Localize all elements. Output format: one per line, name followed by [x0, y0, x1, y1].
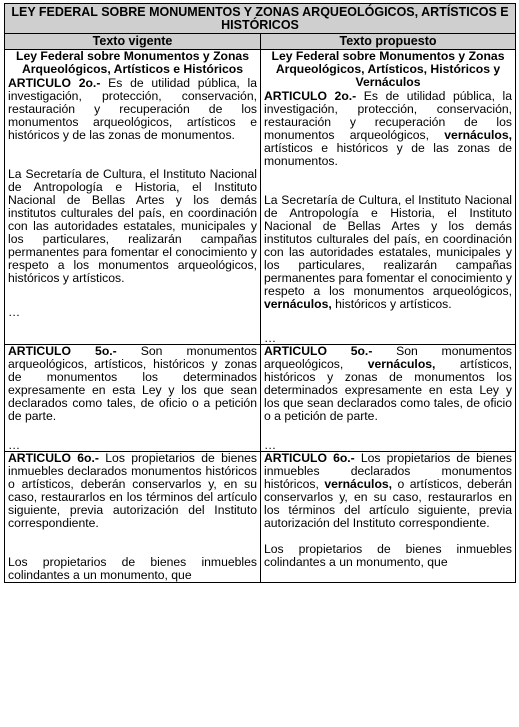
current-article-2-paragraph: [8, 77, 257, 142]
article-text: Es de utilidad pública, la investigación, protección, conservación, restauración y recuperación de los monumentos arqueológicos, artísticos e históricos y de las zonas de monumentos.: [8, 76, 257, 142]
article-label: ARTICULO 2o.-: [8, 76, 101, 90]
inserted-word: vernáculos,: [444, 128, 513, 142]
article-label: ARTICULO 6o.-: [8, 451, 99, 465]
comparison-table: [4, 3, 516, 583]
current-article-2-cell: [5, 50, 261, 345]
inserted-word: vernáculos,: [367, 357, 436, 371]
inserted-word: vernáculos,: [264, 297, 332, 311]
proposed-article-6-paragraph-2: Los propietarios de bienes inmuebles colindantes a un monumento, que: [264, 542, 513, 569]
article-label: ARTICULO 5o.-: [264, 344, 373, 358]
proposed-article-5-cell: [261, 345, 516, 452]
current-article-2-paragraph-2: La Secretaría de Cultura, el Instituto Nacional de Antropología e Historia, el Instituto Nacional de Bellas Artes y los demás institutos culturales del país, en coordinación con las autoridades estatales, municipales y los particulares, realizarán campañas permanentes para fomentar el conocimiento y respeto a los monumentos arqueológicos, históricos y artísticos.: [8, 167, 257, 285]
current-article-6-paragraph: [8, 452, 257, 530]
current-article-6-cell: [5, 452, 261, 583]
article-text: históricos y artísticos.: [331, 297, 452, 311]
proposed-article-2-paragraph-2: [264, 194, 512, 311]
article-label: ARTICULO 6o.-: [264, 451, 355, 465]
article-text: artísticos, históricos y zonas de monumentos los determinados expresamente en esta Ley y los que sean declarados como tales, de oficio o a petición de parte.: [264, 357, 513, 423]
proposed-article-2-paragraph: [264, 90, 512, 168]
current-article-6-paragraph-2: Los propietarios de bienes inmuebles colindantes a un monumento, que: [8, 555, 257, 582]
table-title: LEY FEDERAL SOBRE MONUMENTOS Y ZONAS ARQUEOLÓGICOS, ARTÍSTICOS E HISTÓRICOS: [5, 4, 516, 34]
spacer: [8, 142, 257, 168]
ellipsis: …: [8, 438, 21, 452]
article-text: o artísticos, deberán conservarlos y, en su caso, restaurarlos en los términos del artículo siguiente, previa autorización del Instituto correspondiente.: [264, 477, 513, 530]
article-text: Los propietarios de bienes inmuebles declarados monumentos históricos,: [264, 451, 513, 491]
proposed-article-5-paragraph: [264, 345, 512, 423]
ellipsis: …: [264, 438, 277, 452]
proposed-article-6-paragraph: [264, 452, 512, 530]
column-header-proposed-text: Texto propuesto: [261, 34, 516, 50]
current-law-title: Ley Federal sobre Monumentos y Zonas Arqueológicos, Artísticos e Históricos: [16, 49, 249, 76]
article-label: ARTICULO 2o.-: [264, 89, 357, 103]
column-header-current-text: Texto vigente: [5, 34, 261, 50]
article-text: Son monumentos arqueológicos, artísticos, históricos y zonas de monumentos los determinados expresamente en esta Ley y los que sean declarados como tales, de oficio o a petición de parte.: [8, 344, 257, 423]
proposed-law-title: Ley Federal sobre Monumentos y Zonas Arqueológicos, Artísticos, Históricos y Vernáculos: [271, 49, 505, 89]
article-text: La Secretaría de Cultura, el Instituto Nacional de Antropología e Historia, el Instituto Nacional de Bellas Artes y los demás institutos culturales del país, en coordinación con las autoridades estatales, municipales y los particulares, realizarán campañas permanentes para fomentar el conocimiento y respeto a los monumentos arqueológicos,: [264, 193, 513, 298]
spacer: [264, 168, 512, 194]
ellipsis: …: [264, 331, 277, 345]
proposed-article-2-cell: [261, 50, 516, 345]
current-article-5-paragraph: [8, 345, 257, 423]
article-text: Es de utilidad pública, la investigación, protección, conservación, restauración y recuperación de los monumentos arqueológicos,: [264, 89, 513, 142]
proposed-article-6-cell: [261, 452, 516, 583]
article-text: artísticos e históricos y de las zonas de monumentos.: [264, 141, 513, 168]
article-text: Son monumentos arqueológicos,: [264, 344, 513, 371]
article-label: ARTICULO 5o.-: [8, 344, 117, 358]
comparison-document: [4, 3, 515, 583]
article-text: Los propietarios de bienes inmuebles declarados monumentos históricos o artísticos, deberán conservarlos y, en su caso, restaurarlos en los términos del artículo siguiente, previa autorización del Instituto correspondiente.: [8, 451, 257, 530]
current-article-5-cell: [5, 345, 261, 452]
spacer: [8, 530, 257, 556]
ellipsis: …: [8, 305, 21, 319]
inserted-word: vernáculos,: [324, 477, 393, 491]
